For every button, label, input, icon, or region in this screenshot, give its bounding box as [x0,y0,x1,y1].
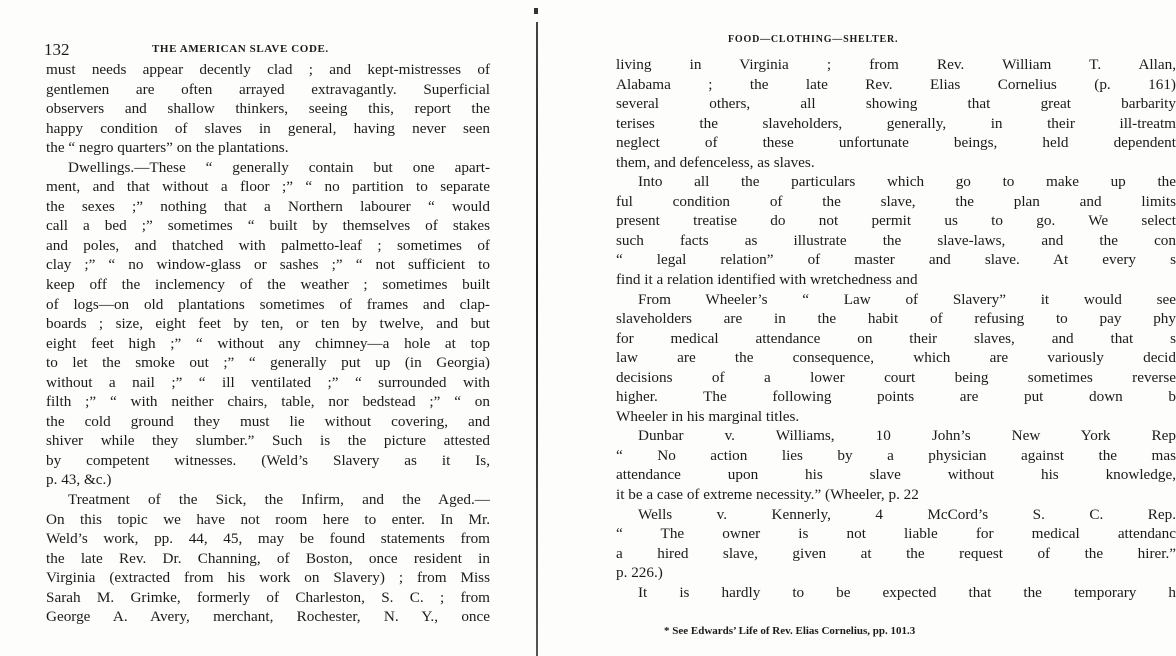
text-line: Dwellings.—These “ generally contain but one apart- [68,158,490,176]
text-line: neglect of these unfortunate beings, held dependent [616,134,1176,152]
text-line: a hired slave, given at the request of the hirer.” [616,544,1176,562]
right-text-column [616,55,1176,602]
text-line: shiver while they slumber.” Such is the picture attested [46,432,490,450]
text-line: attendance upon his slave without his knowledge, [616,466,1176,484]
text-line: find it a relation identified with wretchedness and [616,271,918,289]
text-line: the “ negro quarters” on the plantations. [46,139,289,157]
text-line: George A. Avery, merchant, Rochester, N. Y., once [46,608,490,626]
text-line: “ No action lies by a physician against the mas [616,446,1176,464]
page-number: 132 [44,40,70,59]
text-line: to let the smoke out ;” “ generally put up (in Georgia) [46,354,490,372]
text-line: it be a case of extreme necessity.” (Wheeler, p. 22 [616,486,919,504]
text-line: p. 226.) [616,564,663,582]
text-line: It is hardly to be expected that the temporary h [638,583,1176,601]
text-line: and poles, and thatched with palmetto-leaf ; sometimes of [46,236,490,254]
text-line: such facts as illustrate the slave-laws, and the con [616,231,1176,249]
book-gutter [536,22,538,656]
footnote: * See Edwards’ Life of Rev. Elias Cornelius, pp. 101.3 [664,625,916,637]
text-line: living in Virginia ; from Rev. William T. Allan, [616,56,1176,73]
text-line: Into all the particulars which go to make up the [638,173,1176,191]
text-line: From Wheeler’s “ Law of Slavery” it would see [638,290,1176,308]
text-line: must needs appear decently clad ; and kept-mistresses of [46,61,490,78]
text-line: several others, all showing that great barbarity [616,95,1176,113]
text-line: of logs—on old plantations sometimes of frames and clap- [46,295,490,313]
text-line: Weld’s work, pp. 44, 45, may be found statements from [46,530,490,548]
text-line: the sexes ;” nothing that a Northern labourer “ would [46,197,490,215]
text-line: ment, and that without a floor ;” “ no partition to separate [46,178,490,196]
text-line: p. 43, &c.) [46,471,112,489]
text-line: terises the slaveholders, generally, in their ill-treatm [616,114,1176,132]
text-line: Alabama ; the late Rev. Elias Cornelius (p. 161) [616,75,1176,93]
text-line: “ The owner is not liable for medical attendanc [616,525,1176,543]
text-line: decisions of a lower court being sometimes reverse [616,368,1176,386]
text-line: Wells v. Kennerly, 4 McCord’s S. C. Rep. [638,505,1176,523]
text-line: the late Rev. Dr. Channing, of Boston, once resident in [46,549,490,567]
text-line: the cold ground they must lie without covering, and [46,412,490,430]
text-line: happy condition of slaves in general, having never seen [46,119,490,137]
text-line: eight feet high ;” “ without any chimney—a hole at top [46,334,490,352]
text-line: for medical attendance on their slaves, and that s [616,329,1176,347]
right-page [548,0,1176,656]
text-line: Treatment of the Sick, the Infirm, and the Aged.— [68,491,490,509]
text-line: without a nail ;” “ ill ventilated ;” “ surrounded with [46,373,490,391]
text-line: Sarah M. Grimke, formerly of Charleston, S. C. ; from [46,588,490,606]
text-line: them, and defenceless, as slaves. [616,153,815,171]
text-line: Dunbar v. Williams, 10 John’s New York Rep [638,427,1176,445]
text-line: present treatise do not permit us to go. We select [616,212,1176,230]
text-line: observers and shallow thinkers, seeing this, report the [46,100,490,118]
text-line: law are the consequence, which are variously decid [616,349,1176,367]
text-line: keep off the inclemency of the weather ; sometimes built [46,276,490,294]
left-page [0,0,530,656]
text-line: “ legal relation” of master and slave. At every s [616,251,1176,269]
left-text-column [46,60,490,627]
text-line: Wheeler in his marginal titles. [616,407,800,425]
text-line: call a bed ;” sometimes “ built by themselves of stakes [46,217,490,235]
text-line: boards ; size, eight feet by ten, or ten by twelve, and but [46,315,490,333]
text-line: gentlemen are often arrayed extravagantly. Superficial [46,80,490,98]
text-line: by competent witnesses. (Weld’s Slavery as it Is, [46,451,490,469]
running-head: THE AMERICAN SLAVE CODE. [152,43,329,55]
text-line: On this topic we have not room here to enter. In Mr. [46,510,490,528]
text-line: filth ;” “ with neither chairs, table, nor bedstead ;” “ on [46,393,490,411]
text-line: ful condition of the slave, the plan and limits [616,192,1176,210]
text-line: clay ;” “ no window-glass or sashes ;” “ not sufficient to [46,256,490,274]
text-line: Virginia (extracted from his work on Slavery) ; from Miss [46,569,490,587]
running-head: FOOD—CLOTHING—SHELTER. [728,34,899,45]
gutter-mark [534,8,538,14]
text-line: slaveholders are in the habit of refusing to pay phy [616,310,1176,328]
text-line: higher. The following points are put down b [616,388,1176,406]
